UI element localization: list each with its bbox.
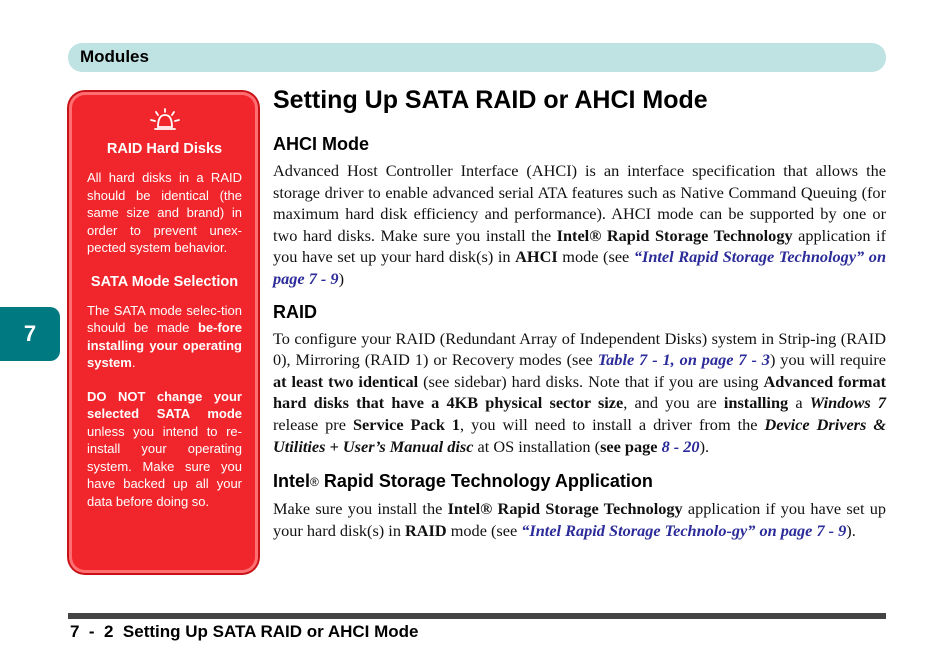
section-heading-irst: Intel® Rapid Storage Technology Application <box>273 471 653 492</box>
section-heading-ahci: AHCI Mode <box>273 134 369 154</box>
sidebar-heading-raid: RAID Hard Disks <box>106 141 223 157</box>
link-rst-page-2[interactable]: “Intel Rapid Storage Technolo-gy” on page 7 - 9 <box>521 520 847 540</box>
sidebar-heading-sata: SATA Mode Selection <box>90 273 239 290</box>
bug-warning-icon <box>148 108 182 134</box>
paragraph-ahci: Advanced Host Controller Interface (AHCI) is an interface specification that allows the storage driver to enable advanced serial ATA features such as Native Command Queuing (for maximum hard disk efficiency and performance). AHCI mode can be supported by one or two hard disks. Make sure you install the Intel® Rapid Storage Technology application if you have set up your hard disk(s) in AHCI mode (see “Intel Rapid Storage Technology” on page 7 - 9) <box>273 161 886 288</box>
paragraph-irst: Make sure you install the Intel® Rapid Storage Technology application if you have set up your hard disk(s) in RAID mode (see “Intel Rapid Storage Technolo-gy” on page 7 - 9). <box>273 499 886 540</box>
sidebar-note <box>69 92 258 573</box>
link-table-7-1[interactable]: Table 7 - 1, on page 7 - 3 <box>597 350 770 370</box>
link-rst-page[interactable]: “Intel Rapid Storage Technology” on page 7 - 9 <box>273 247 886 288</box>
header-bar <box>68 43 886 72</box>
chapter-tab: 7 <box>0 307 60 361</box>
page-title: Setting Up SATA RAID or AHCI Mode <box>273 86 708 114</box>
sidebar-para-warning: DO NOT change your selected SATA mode unless you intend to re-install your operating system. Make sure you have backed up all your data before doing so. <box>87 388 242 509</box>
link-page-8-20[interactable]: 8 - 20 <box>661 436 700 456</box>
paragraph-raid: To configure your RAID (Redundant Array of Independent Disks) system in Strip-ing (RAID 0), Mirroring (RAID 1) or Recovery modes (see Table 7 - 1, on page 7 - 3) you will require at least two identical (see sidebar) hard disks. Note that if you are using Advanced format hard disks that have a 4KB physical sector size, and you are installing a Windows 7 release pre Service Pack 1, you will need to install a driver from the Device Drivers & Utilities + User’s Manual disc at OS installation (see page 8 - 20). <box>273 328 887 456</box>
footer-rule <box>68 613 886 619</box>
header-title: Modules <box>80 47 149 66</box>
sidebar-para-raid: All hard disks in a RAID should be identical (the same size and brand) in order to prevent unex-pected system behavior. <box>87 170 242 255</box>
main-content <box>273 82 886 541</box>
section-heading-raid: RAID <box>273 301 317 322</box>
footer-page-label: 7 - 2 Setting Up SATA RAID or AHCI Mode <box>70 622 419 641</box>
sidebar-para-sata: The SATA mode selec-tion should be made be-fore installing your operating system. <box>87 302 242 370</box>
